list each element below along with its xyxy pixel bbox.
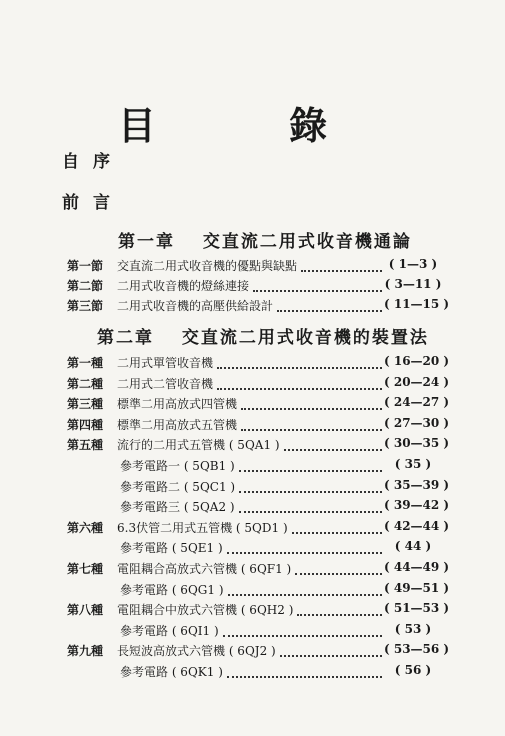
toc-item-row [0, 498, 505, 520]
leader-dots [277, 309, 382, 312]
entry-label: 第四種 [67, 417, 104, 432]
entry-title: 電阻耦合中放式六管機 ( 6QH2 ) [117, 603, 294, 618]
entry-pages: ( 27—30 ) [384, 415, 450, 430]
leader-dots [239, 469, 382, 472]
toc-item-row [0, 539, 505, 561]
entry-pages: ( 39—42 ) [384, 498, 450, 513]
entry-pages: ( 16—20 ) [384, 354, 450, 368]
toc-item-row [0, 642, 505, 664]
entry-title: 參考電路 ( 6QG1 ) [120, 582, 224, 597]
entry-title: 二用式單管收音機 [117, 356, 214, 370]
entry-label: 第二節 [67, 279, 104, 293]
preface-entry: 自序 [62, 152, 124, 172]
entry-label: 第九種 [67, 644, 104, 659]
entry-title: 參考電路三 ( 5QA2 ) [120, 500, 235, 515]
entry-label: 第二種 [67, 376, 104, 391]
toc-item-row [0, 581, 505, 603]
leader-dots [217, 366, 382, 369]
entry-label: 第一節 [67, 259, 104, 273]
entry-pages: ( 3—11 ) [384, 277, 442, 291]
leader-dots [239, 510, 382, 513]
entry-label: 第五種 [67, 438, 104, 453]
entry-label: 第八種 [67, 603, 104, 618]
leader-dots [241, 428, 382, 431]
entry-title: 電阻耦合高放式六管機 ( 6QF1 ) [117, 562, 292, 576]
entry-pages: ( 49—51 ) [384, 580, 450, 595]
entry-label: 第七種 [67, 562, 104, 576]
entry-pages: ( 53 ) [394, 621, 432, 636]
chapter-1-heading [118, 227, 412, 252]
toc-item-row [0, 622, 505, 644]
chapter-2-title: 交直流二用式收音機的裝置法 [181, 328, 429, 348]
entry-title: 6.3伏管二用式五管機 ( 5QD1 ) [117, 520, 288, 535]
entry-label: 第三節 [67, 299, 104, 313]
toc-item-row [0, 375, 505, 397]
leader-dots [227, 551, 382, 554]
toc-item-row [0, 436, 505, 458]
entry-pages: ( 51—53 ) [384, 601, 450, 616]
entry-title: 流行的二用式五管機 ( 5QA1 ) [117, 438, 280, 453]
entry-title: 參考電路 ( 5QE1 ) [120, 541, 223, 556]
leader-dots [217, 387, 382, 390]
entry-pages: ( 1—3 ) [388, 257, 438, 271]
entry-pages: ( 11—15 ) [384, 297, 450, 311]
chapter-2-heading [97, 323, 429, 348]
entry-pages: ( 53—56 ) [384, 642, 450, 657]
entry-title: 參考電路 ( 6QI1 ) [120, 623, 219, 638]
entry-title: 二用式收音機的高壓供給設計 [117, 299, 274, 313]
entry-title: 交直流二用式收音機的優點與缺點 [117, 259, 298, 273]
entry-title: 參考電路 ( 6QK1 ) [120, 665, 223, 679]
page-title: 目 錄 [117, 104, 388, 148]
leader-dots [301, 269, 382, 272]
entry-pages: ( 44 ) [394, 539, 432, 554]
leader-dots [239, 490, 382, 493]
entry-pages: ( 20—24 ) [384, 374, 450, 389]
leader-dots [241, 407, 382, 410]
toc-item-row [0, 416, 505, 438]
toc-section-row [0, 277, 505, 299]
toc-section-row [0, 297, 505, 319]
entry-title: 長短波高放式六管機 ( 6QJ2 ) [117, 644, 276, 659]
foreword-entry: 前言 [62, 193, 124, 213]
entry-pages: ( 35 ) [394, 457, 432, 471]
toc-item-row [0, 560, 505, 582]
entry-label: 第六種 [67, 520, 104, 535]
chapter-2-number: 第二章 [97, 328, 154, 348]
entry-title: 參考電路二 ( 5QC1 ) [120, 479, 236, 494]
toc-item-row [0, 478, 505, 500]
toc-item-row [0, 519, 505, 541]
entry-pages: ( 35—39 ) [384, 477, 450, 492]
toc-item-row [0, 354, 505, 376]
chapter-1-number: 第一章 [118, 232, 175, 252]
entry-pages: ( 24—27 ) [384, 395, 450, 410]
chapter-1-title: 交直流二用式收音機通論 [202, 232, 412, 252]
entry-pages: ( 44—49 ) [384, 560, 450, 574]
leader-dots [292, 531, 382, 534]
entry-label: 第三種 [67, 397, 104, 412]
entry-pages: ( 30—35 ) [384, 436, 450, 451]
entry-pages: ( 56 ) [394, 663, 432, 677]
entry-title: 二用式收音機的燈絲連接 [117, 279, 250, 293]
leader-dots [227, 675, 382, 678]
entry-pages: ( 42—44 ) [384, 518, 450, 533]
leader-dots [297, 613, 382, 616]
leader-dots [228, 593, 382, 596]
leader-dots [253, 289, 382, 292]
leader-dots [284, 448, 382, 451]
toc-item-row [0, 663, 505, 685]
toc-section-row [0, 257, 505, 279]
leader-dots [223, 634, 382, 637]
entry-label: 第一種 [67, 356, 104, 370]
leader-dots [295, 572, 382, 575]
entry-title: 標準二用高放式四管機 [117, 397, 238, 412]
toc-item-row [0, 395, 505, 417]
toc-item-row [0, 457, 505, 479]
entry-title: 標準二用高放式五管機 [117, 417, 238, 432]
toc-item-row [0, 601, 505, 623]
entry-title: 參考電路一 ( 5QB1 ) [120, 459, 235, 473]
entry-title: 二用式二管收音機 [117, 376, 214, 391]
leader-dots [280, 654, 382, 657]
